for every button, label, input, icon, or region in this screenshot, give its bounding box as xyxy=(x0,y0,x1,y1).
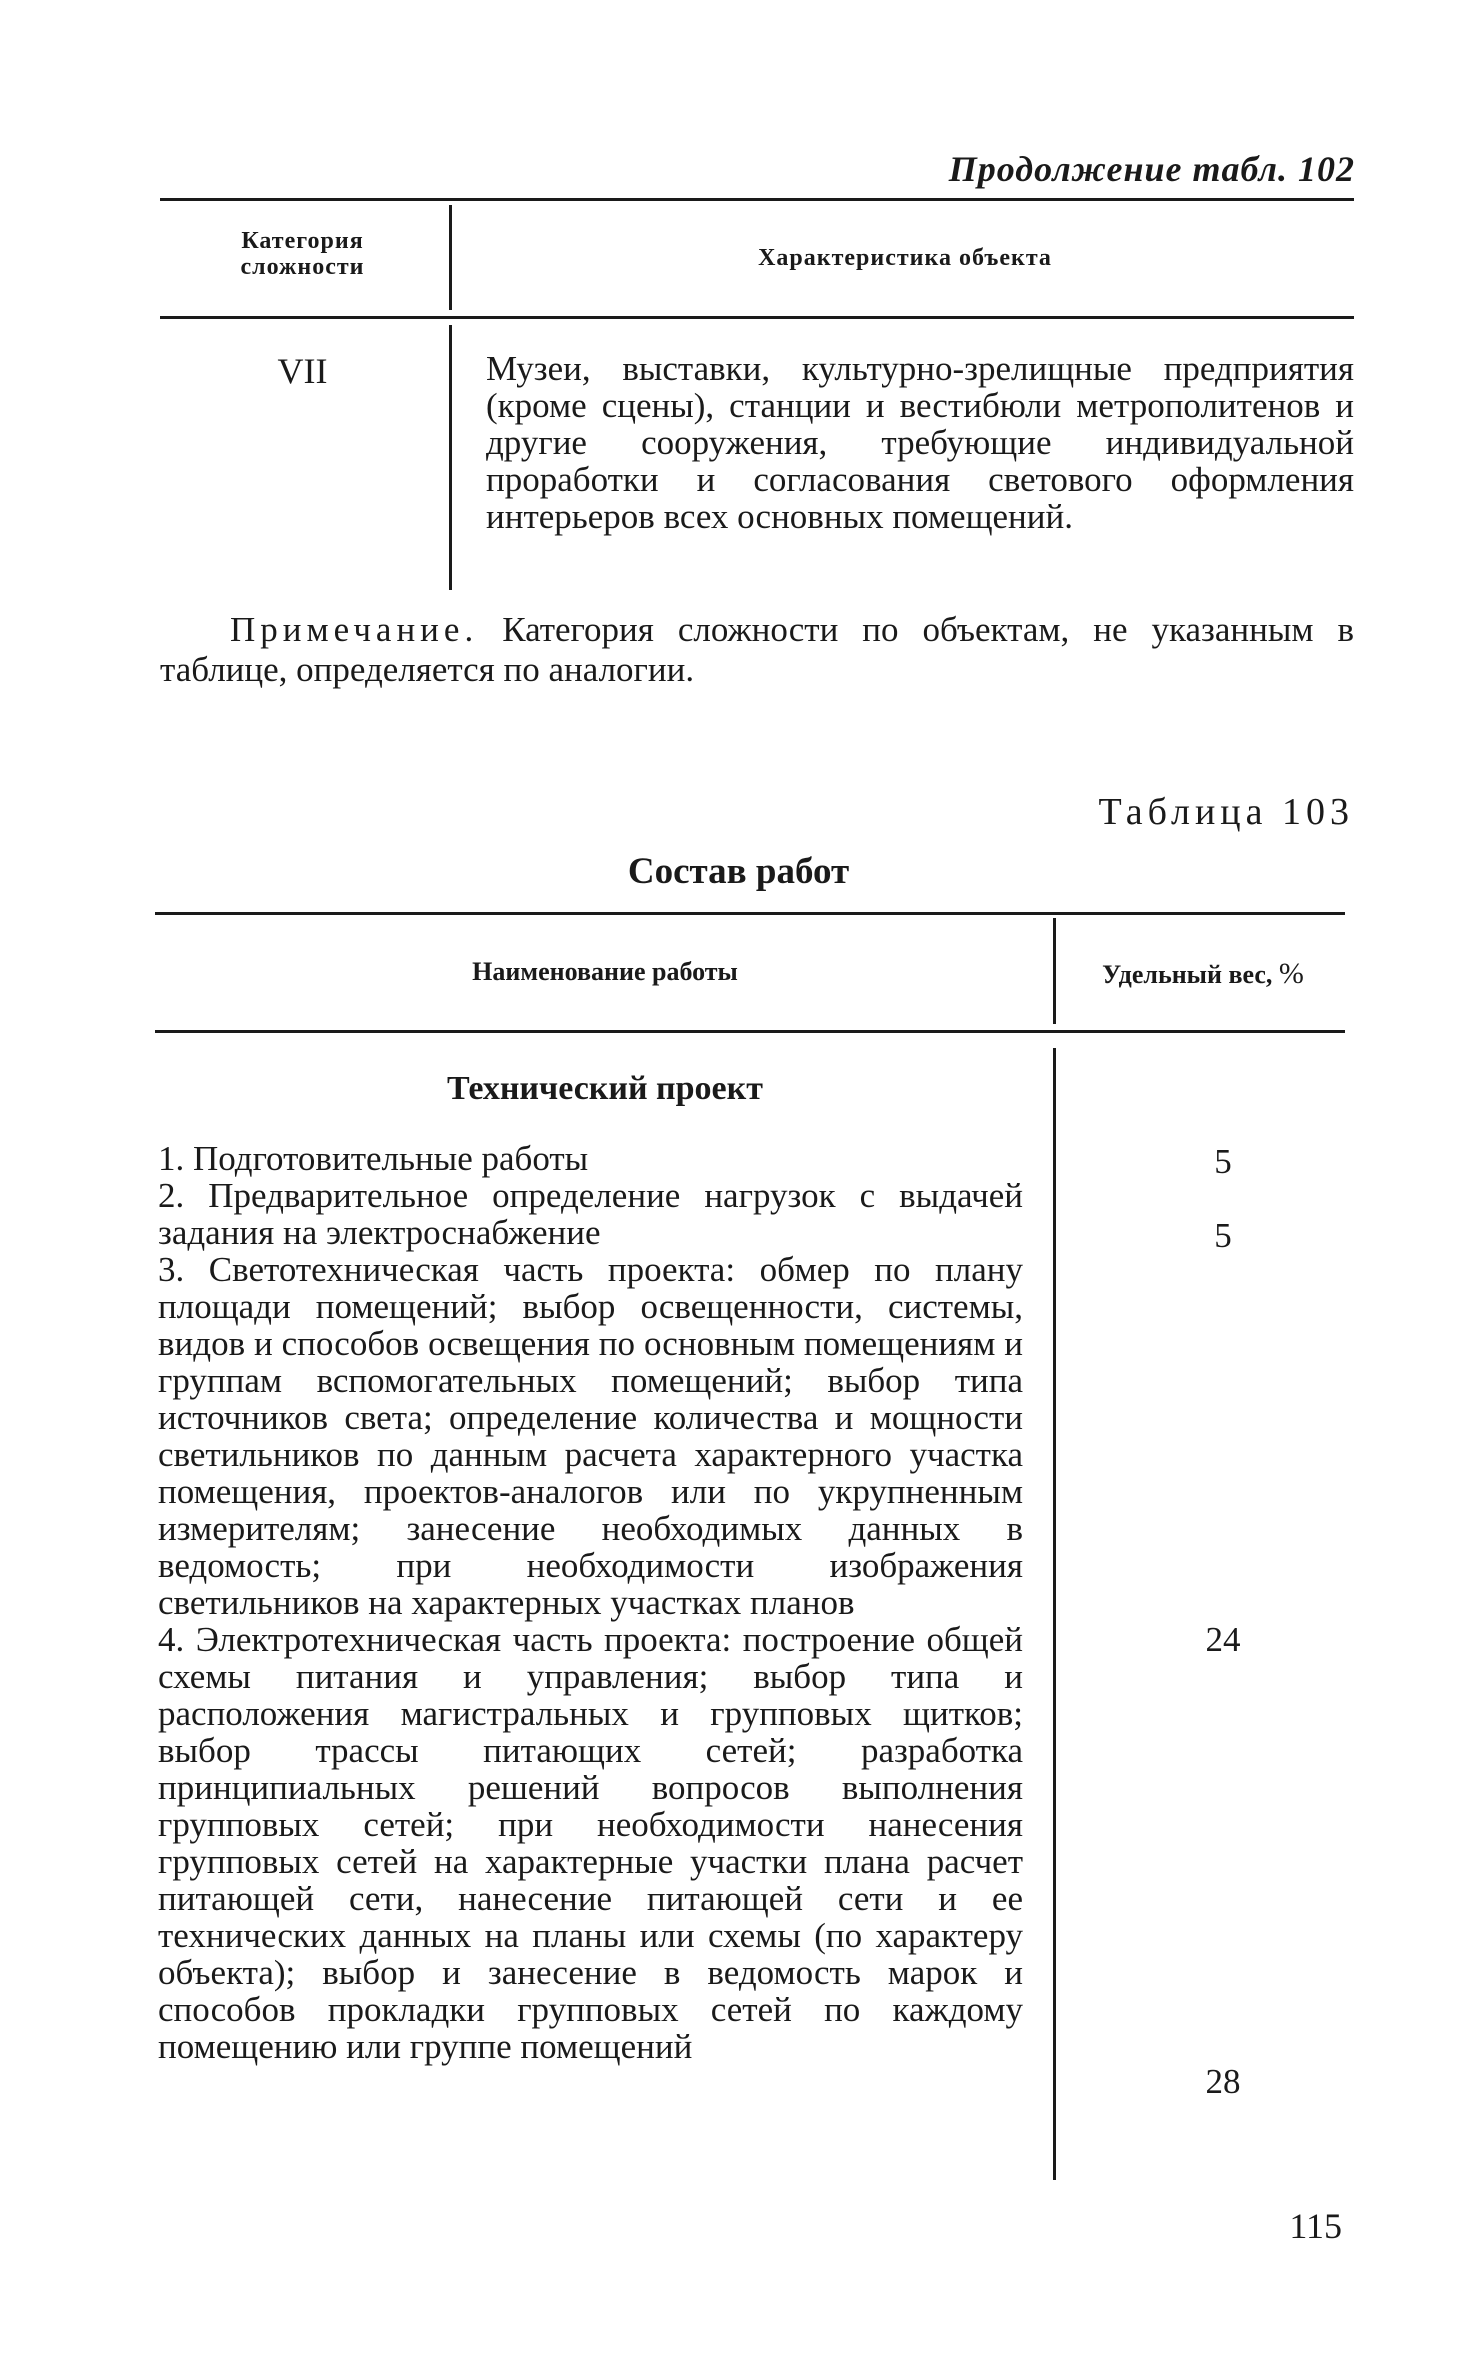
table-103-row-text: 4. Электротехническая часть проекта: построение общей схемы питания и управления; выбор типа и расположения магистральных и групповых щитков; выбор трассы питающих сетей; разработка принципиальных решений вопросов выполнения групповых сетей; при необходимости нанесения групповых сетей на характерные участки плана расчет питающей сети, нанесение питающей сети и ее технических данных на планы или схемы (по характеру объекта); выбор и занесение в ведомость марок и способов прокладки групповых сетей по каждому помещению или группе помещений xyxy=(158,1620,1023,2066)
table-102-header-characteristic: Характеристика объекта xyxy=(758,245,1052,271)
table-102-header-divider xyxy=(449,205,452,310)
table-102-cell-characteristic: Музеи, выставки, культурно-зрелищные предприятия (кроме сцены), станции и вестибюли метрополитенов и другие сооружения, требующие индивидуальной проработки и согласования светового оформления интерьеров всех основных помещений. xyxy=(486,349,1354,536)
table-103-row-text: 1. Подготовительные работы xyxy=(158,1139,589,1178)
table-103-body-divider xyxy=(1053,1048,1056,2180)
note-text: Категория сложности по объектам, не указанным в таблице, определяется по аналогии. xyxy=(160,610,1354,689)
table-102-header-rule xyxy=(160,316,1354,319)
table-103-title: Состав работ xyxy=(627,851,850,892)
note-label: Примечание. xyxy=(230,610,479,649)
table-103-label: Таблица 103 xyxy=(1098,791,1354,833)
table-103-row-weight: 24 xyxy=(1205,1620,1241,1659)
table-103-header-weight xyxy=(1058,957,1348,991)
table-102-top-rule xyxy=(160,198,1354,201)
page-number: 115 xyxy=(1289,2206,1342,2246)
table-102-header-category xyxy=(160,228,445,280)
table-103-row-text: 2. Предварительное определение нагрузок с выдачей задания на электроснабжение xyxy=(158,1176,1023,1252)
table-103-row-weight: 28 xyxy=(1205,2062,1241,2101)
table-103-header-weight-unit: % xyxy=(1278,957,1304,990)
continuation-caption: Продолжение табл. 102 xyxy=(948,149,1355,189)
table-102-header-category-line1: Категория xyxy=(241,228,364,254)
table-102-note xyxy=(160,610,1354,690)
table-103-row-weight: 5 xyxy=(1214,1216,1232,1255)
table-102-header-category-line2: сложности xyxy=(240,254,365,280)
table-102-body-divider xyxy=(449,325,452,590)
table-103-header-rule xyxy=(155,1030,1345,1033)
table-103-header-name: Наименование работы xyxy=(472,957,738,986)
table-103-row-weight: 5 xyxy=(1214,1142,1232,1181)
table-102-cell-category: VII xyxy=(277,351,328,391)
table-103-body xyxy=(158,1140,1023,2065)
table-103-top-rule xyxy=(155,912,1345,915)
table-103-row-text: 3. Светотехническая часть проекта: обмер по плану площади помещений; выбор освещенности, системы, видов и способов освещения по основным помещениям и группам вспомогательных помещений; выбор типа источников света; определение количества и мощности светильников по данным расчета характерного участка помещения, проектов-аналогов или по укрупненным измерителям; занесение необходимых данных в ведомость; при необходимости изображения светильников на характерных участках планов xyxy=(158,1250,1023,1622)
table-103-header-weight-label: Удельный вес, xyxy=(1102,960,1273,989)
table-103-section-heading: Технический проект xyxy=(447,1070,763,1107)
